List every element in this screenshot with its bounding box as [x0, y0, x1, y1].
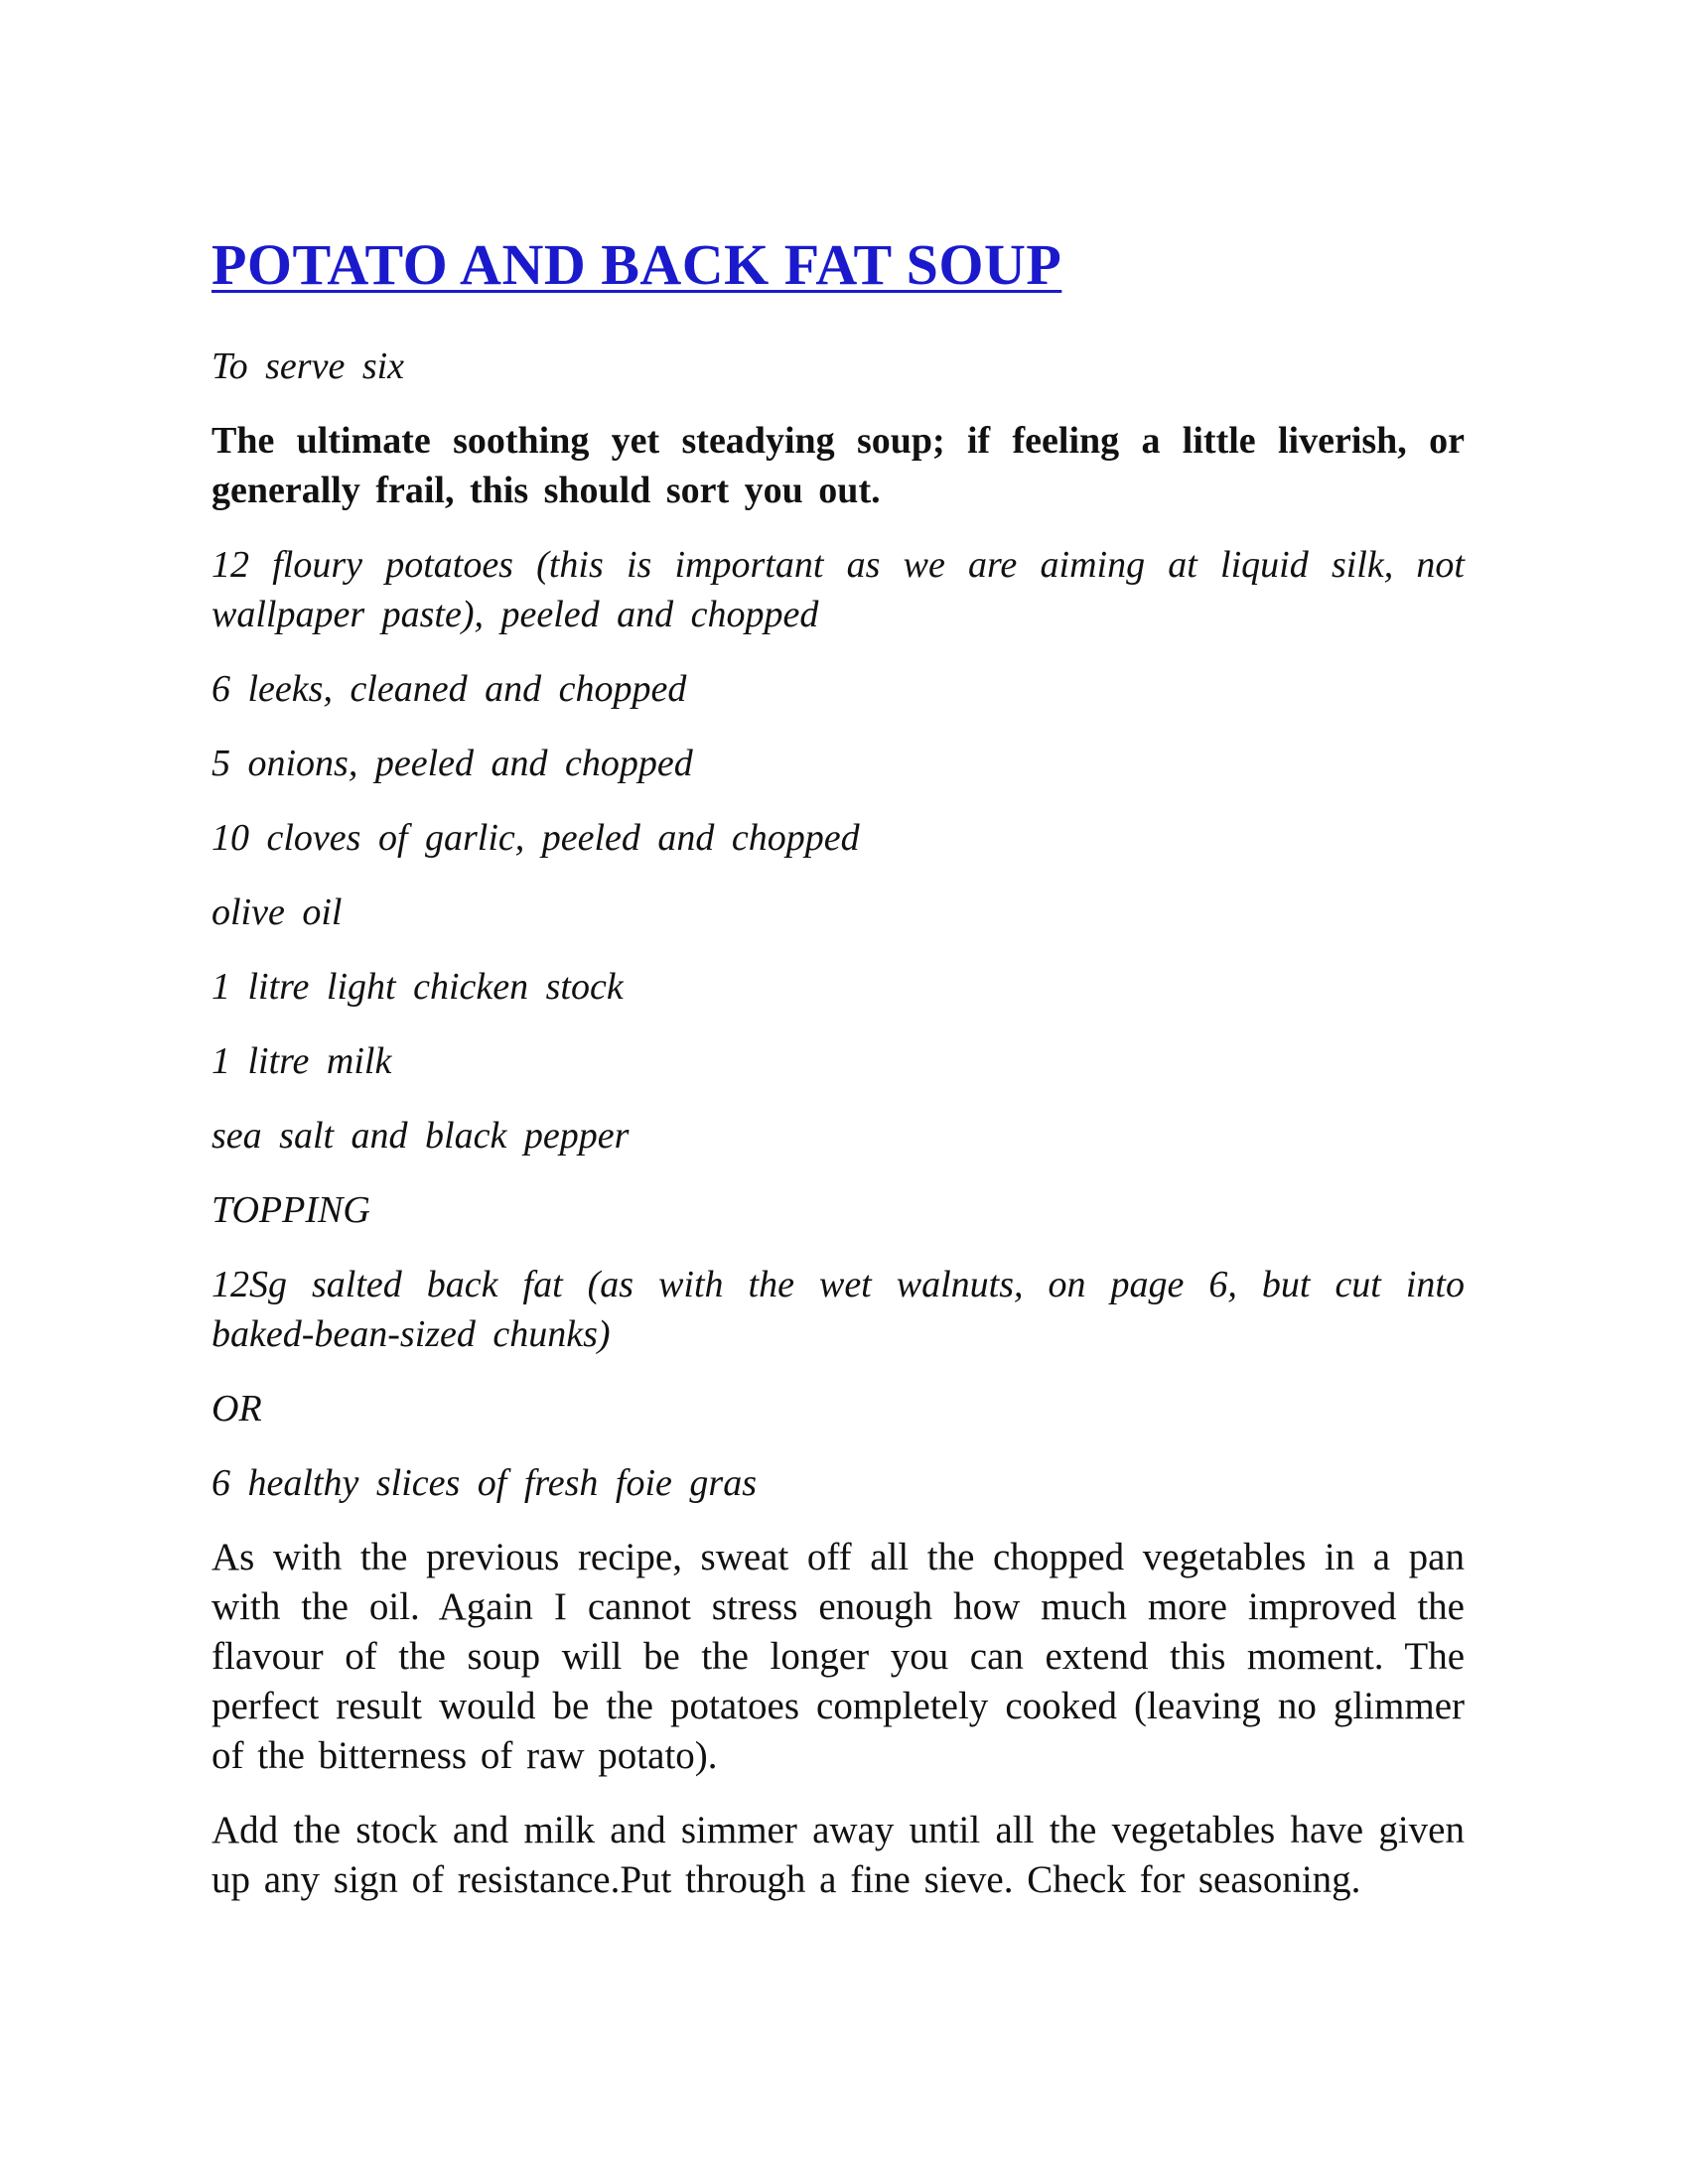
ingredient-item: 12 floury potatoes (this is important as we are aiming at liquid silk, not wallpaper paste), peeled and chopped [211, 544, 1465, 635]
method-paragraph: Add the stock and milk and simmer away until all the vegetables have given up any sign of resistance.Put through a fine sieve. Check for seasoning. [211, 1809, 1465, 1901]
ingredient-item: olive oil [211, 891, 343, 933]
recipe-page [211, 230, 1465, 1930]
topping-or: OR [211, 1388, 262, 1430]
ingredient-item: 6 leeks, cleaned and chopped [211, 668, 687, 710]
topping-heading: TOPPING [211, 1189, 370, 1231]
ingredient-item: 5 onions, peeled and chopped [211, 743, 693, 784]
recipe-title[interactable]: POTATO AND BACK FAT SOUP [211, 232, 1062, 297]
servings: To serve six [211, 345, 405, 387]
topping-option: 6 healthy slices of fresh foie gras [211, 1462, 757, 1504]
ingredient-item: 1 litre light chicken stock [211, 966, 624, 1008]
ingredient-item: sea salt and black pepper [211, 1115, 630, 1157]
topping-option: 12Sg salted back fat (as with the wet walnuts, on page 6, but cut into baked-bean-sized chunks) [211, 1264, 1465, 1355]
recipe-intro: The ultimate soothing yet steadying soup; if feeling a little liverish, or generally frail, this should sort you out. [211, 420, 1465, 511]
method-paragraph: As with the previous recipe, sweat off all the chopped vegetables in a pan with the oil. Again I cannot stress enough how much more improved the flavour of the soup will be the longer you can extend this moment. The perfect result would be the potatoes completely cooked (leaving no glimmer of the bitterness of raw potato). [211, 1536, 1465, 1777]
ingredient-item: 1 litre milk [211, 1040, 392, 1082]
ingredient-item: 10 cloves of garlic, peeled and chopped [211, 817, 860, 859]
